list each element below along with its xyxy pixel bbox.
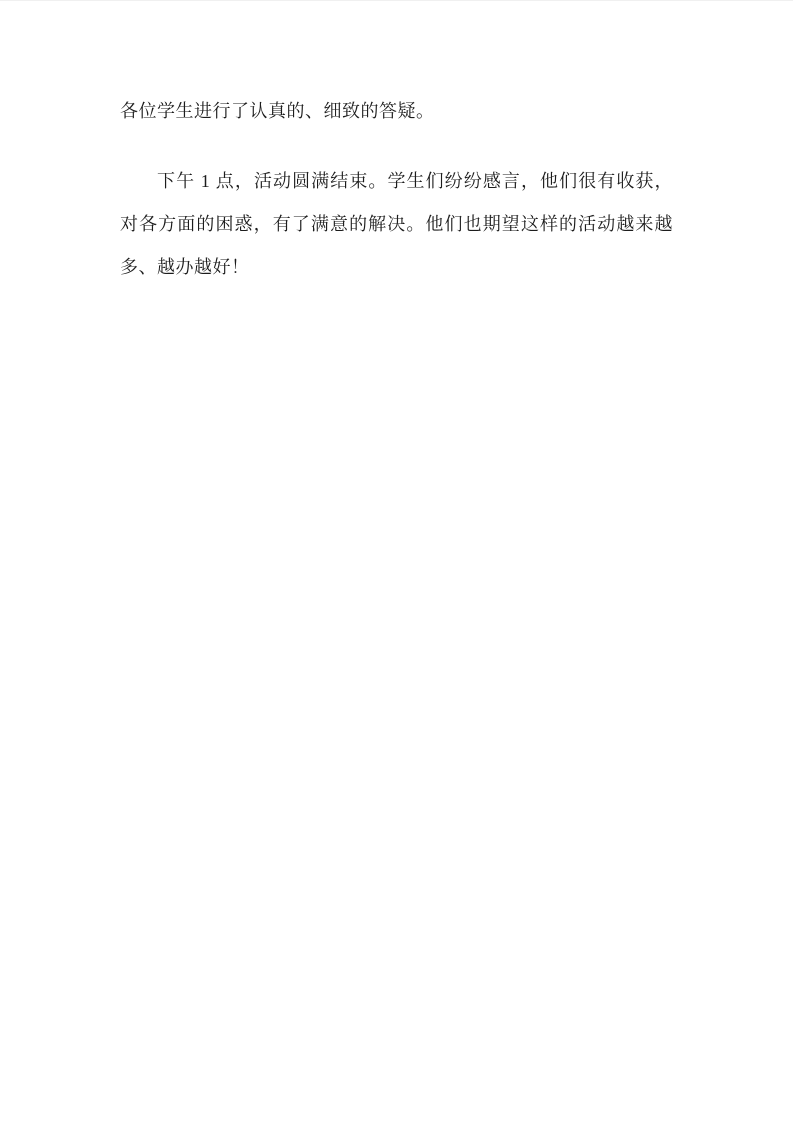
paragraph-body: 下午 1 点，活动圆满结束。学生们纷纷感言，他们很有收获，对各方面的困惑，有了满意的解决。他们也期望这样的活动越来越多、越办越好！ [120,171,673,277]
paragraph-continuation: 各位学生进行了认真的、细致的答疑。 [120,101,435,121]
